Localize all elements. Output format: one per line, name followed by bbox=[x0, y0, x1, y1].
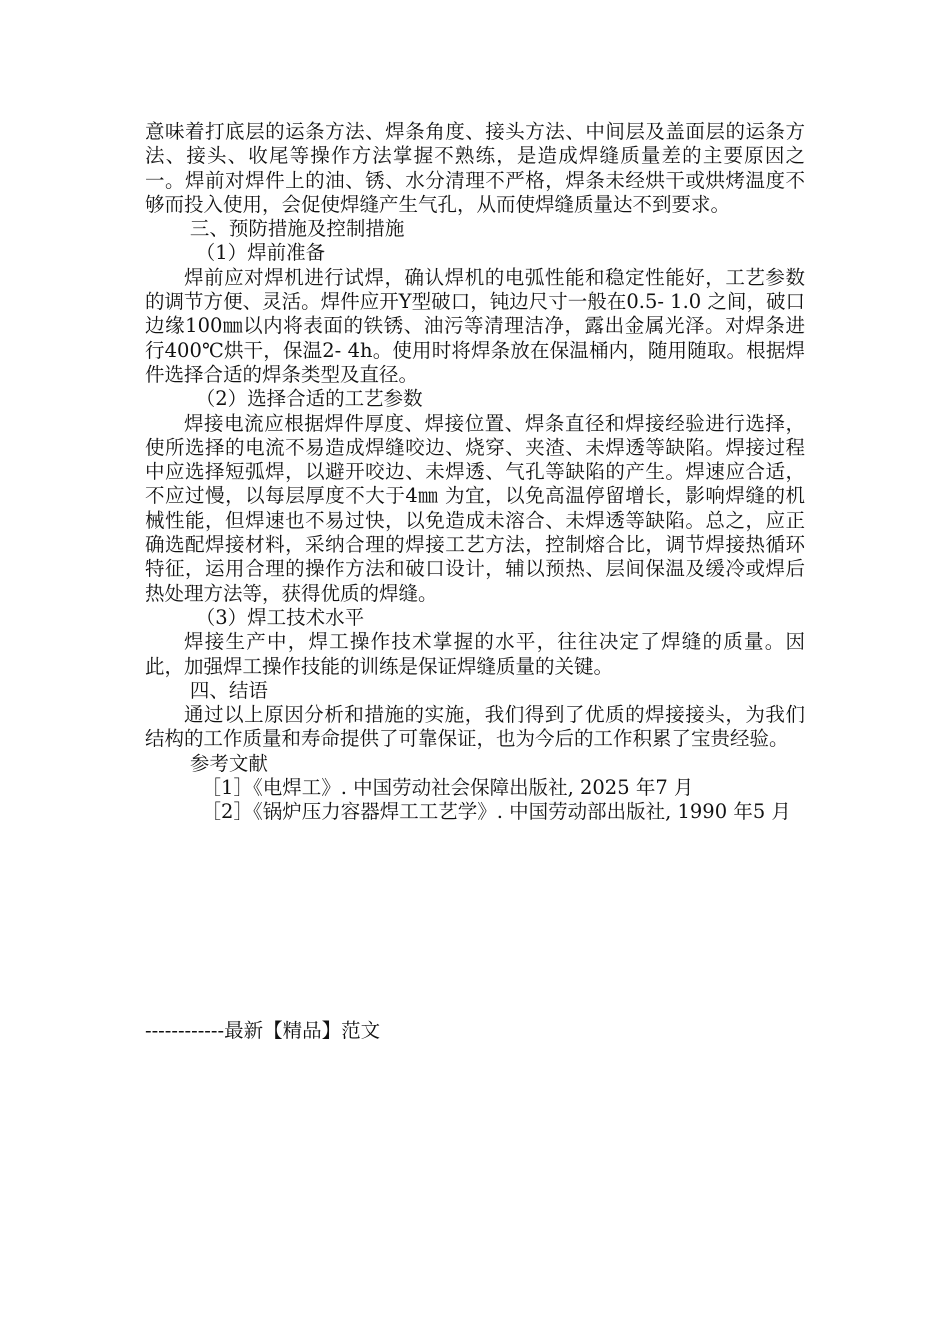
page-footer: ------------最新【精品】范文 bbox=[145, 1019, 381, 1042]
reference-item: ［2］《锅炉压力容器焊工工艺学》. 中国劳动部出版社, 1990 年5 月 bbox=[201, 800, 791, 824]
section-3-heading: 三、预防措施及控制措施 bbox=[189, 217, 405, 241]
reference-item: ［1］《电焊工》. 中国劳动社会保障出版社, 2025 年7 月 bbox=[201, 776, 694, 800]
intro-paragraph: 意味着打底层的运条方法、焊条角度、接头方法、中间层及盖面层的运条方法、接头、收尾等操作方法掌握不熟练，是造成焊缝质量差的主要原因之一。焊前对焊件上的油、锈、水分清理不严格，焊条未经烘干或烘烤温度不够而投入使用，会促使焊缝产生气孔，从而使焊缝质量达不到要求。 bbox=[145, 120, 805, 216]
subsection-3-heading: （3）焊工技术水平 bbox=[195, 605, 365, 629]
references-list bbox=[145, 776, 805, 825]
document-body bbox=[145, 120, 805, 825]
section-4-paragraph: 通过以上原因分析和措施的实施，我们得到了优质的焊接接头，为我们结构的工作质量和寿命提供了可靠保证，也为今后的工作积累了宝贵经验。 bbox=[145, 703, 805, 751]
subsection-3-paragraph: 焊接生产中，焊工操作技术掌握的水平，往往决定了焊缝的质量。因此，加强焊工操作技能的训练是保证焊缝质量的关键。 bbox=[145, 630, 805, 678]
references-heading: 参考文献 bbox=[189, 751, 268, 775]
subsection-2-paragraph: 焊接电流应根据焊件厚度、焊接位置、焊条直径和焊接经验进行选择，使所选择的电流不易造成焊缝咬边、烧穿、夹渣、未焊透等缺陷。焊接过程中应选择短弧焊，以避开咬边、未焊透、气孔等缺陷的产生。焊速应合适，不应过慢，以每层厚度不大于4㎜ 为宜，以免高温停留增长，影响焊缝的机械性能，但焊速也不易过快，以免造成未溶合、未焊透等缺陷。总之，应正确选配焊接材料，采纳合理的焊接工艺方法，控制熔合比，调节焊接热循环特征，运用合理的操作方法和破口设计，辅以预热、层间保温及缓冷或焊后热处理方法等，获得优质的焊缝。 bbox=[145, 411, 805, 605]
section-4-heading: 四、结语 bbox=[189, 678, 268, 702]
subsection-1-paragraph: 焊前应对焊机进行试焊，确认焊机的电弧性能和稳定性能好，工艺参数的调节方便、灵活。焊件应开Y型破口，钝边尺寸一般在0.5- 1.0 之间，破口边缘100㎜以内将表面的铁锈、油污等清理洁净，露出金属光泽。对焊条进行400℃烘干，保温2- 4h。使用时将焊条放在保温桶内，随用随取。根据焊件选择合适的焊条类型及直径。 bbox=[145, 265, 805, 386]
subsection-2-heading: （2）选择合适的工艺参数 bbox=[195, 387, 423, 411]
subsection-1-heading: （1）焊前准备 bbox=[195, 241, 326, 265]
